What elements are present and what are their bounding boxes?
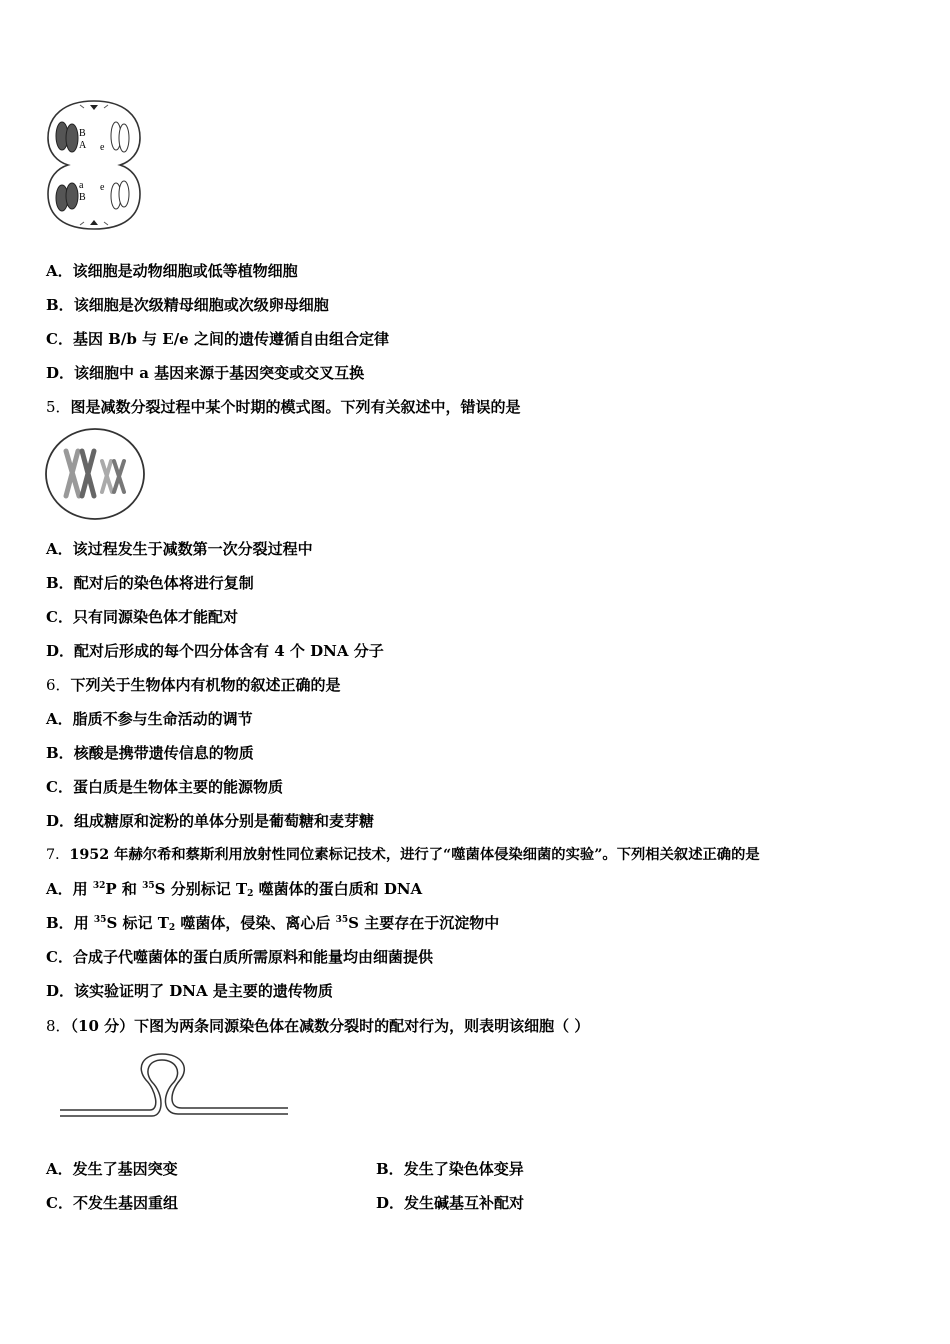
q5-option-d: D．配对后形成的每个四分体含有 4 个 DNA 分子 <box>46 642 384 660</box>
q7-option-c: C．合成子代噬菌体的蛋白质所需原料和能量均由细菌提供 <box>46 948 433 966</box>
q6-option-a: A．脂质不参与生命活动的调节 <box>46 710 253 728</box>
q5-stem: 5．图是减数分裂过程中某个时期的模式图。下列有关叙述中，错误的是 <box>46 398 521 416</box>
q8-option-a: A．发生了基因突变 <box>46 1160 178 1178</box>
gene-label: B <box>79 192 86 203</box>
q8-option-c: C．不发生基因重组 <box>46 1194 178 1212</box>
gene-label: A <box>79 140 87 151</box>
q6-stem: 6．下列关于生物体内有机物的叙述正确的是 <box>46 676 341 694</box>
q7-option-a: A．用 $^{32}$P 和 $^{35}$S 分别标记 $T_2$ 噬菌体的蛋白质和 DNA <box>46 880 423 899</box>
q6-option-d: D．组成糖原和淀粉的单体分别是葡萄糖和麦芽糖 <box>46 812 375 830</box>
q5-option-a: A．该过程发生于减数第一次分裂过程中 <box>46 540 313 558</box>
q4-option-d: D．该细胞中 a 基因来源于基因突变或交叉互换 <box>46 364 365 382</box>
q5-option-b: B．配对后的染色体将进行复制 <box>46 574 254 592</box>
gene-label: e <box>100 182 105 193</box>
q8-stem: 8．（10 分）下图为两条同源染色体在减数分裂时的配对行为，则表明该细胞（ ） <box>46 1017 590 1035</box>
gene-label: e <box>100 142 105 153</box>
gene-label: a <box>79 180 84 191</box>
q6-option-b: B．核酸是携带遗传信息的物质 <box>46 744 254 762</box>
q4-option-a: A．该细胞是动物细胞或低等植物细胞 <box>46 262 298 280</box>
q6-option-c: C．蛋白质是生物体主要的能源物质 <box>46 778 283 796</box>
q8-option-d: D．发生碱基互补配对 <box>376 1194 525 1212</box>
cell-division-figure <box>44 98 144 232</box>
q8-option-b: B．发生了染色体变异 <box>376 1160 524 1178</box>
chromosome-loop-figure <box>58 1050 290 1122</box>
synapsis-figure <box>44 426 146 522</box>
q4-option-b: B．该细胞是次级精母细胞或次级卵母细胞 <box>46 296 329 314</box>
q4-option-c: C．基因 B/b 与 E/e 之间的遗传遵循自由组合定律 <box>46 330 389 348</box>
q7-option-b: B．用 $^{35}$S 标记 $T_2$ 噬菌体，侵染、离心后 $^{35}$S 主要存在于沉淀物中 <box>46 914 500 933</box>
q7-option-d: D．该实验证明了 DNA 是主要的遗传物质 <box>46 982 333 1000</box>
q7-stem: 7．1952 年赫尔希和蔡斯利用放射性同位素标记技术，进行了“噬菌体侵染细菌的实验”。下列相关叙述正确的是 <box>46 847 760 863</box>
q5-option-c: C．只有同源染色体才能配对 <box>46 608 238 626</box>
gene-label: B <box>79 128 86 139</box>
